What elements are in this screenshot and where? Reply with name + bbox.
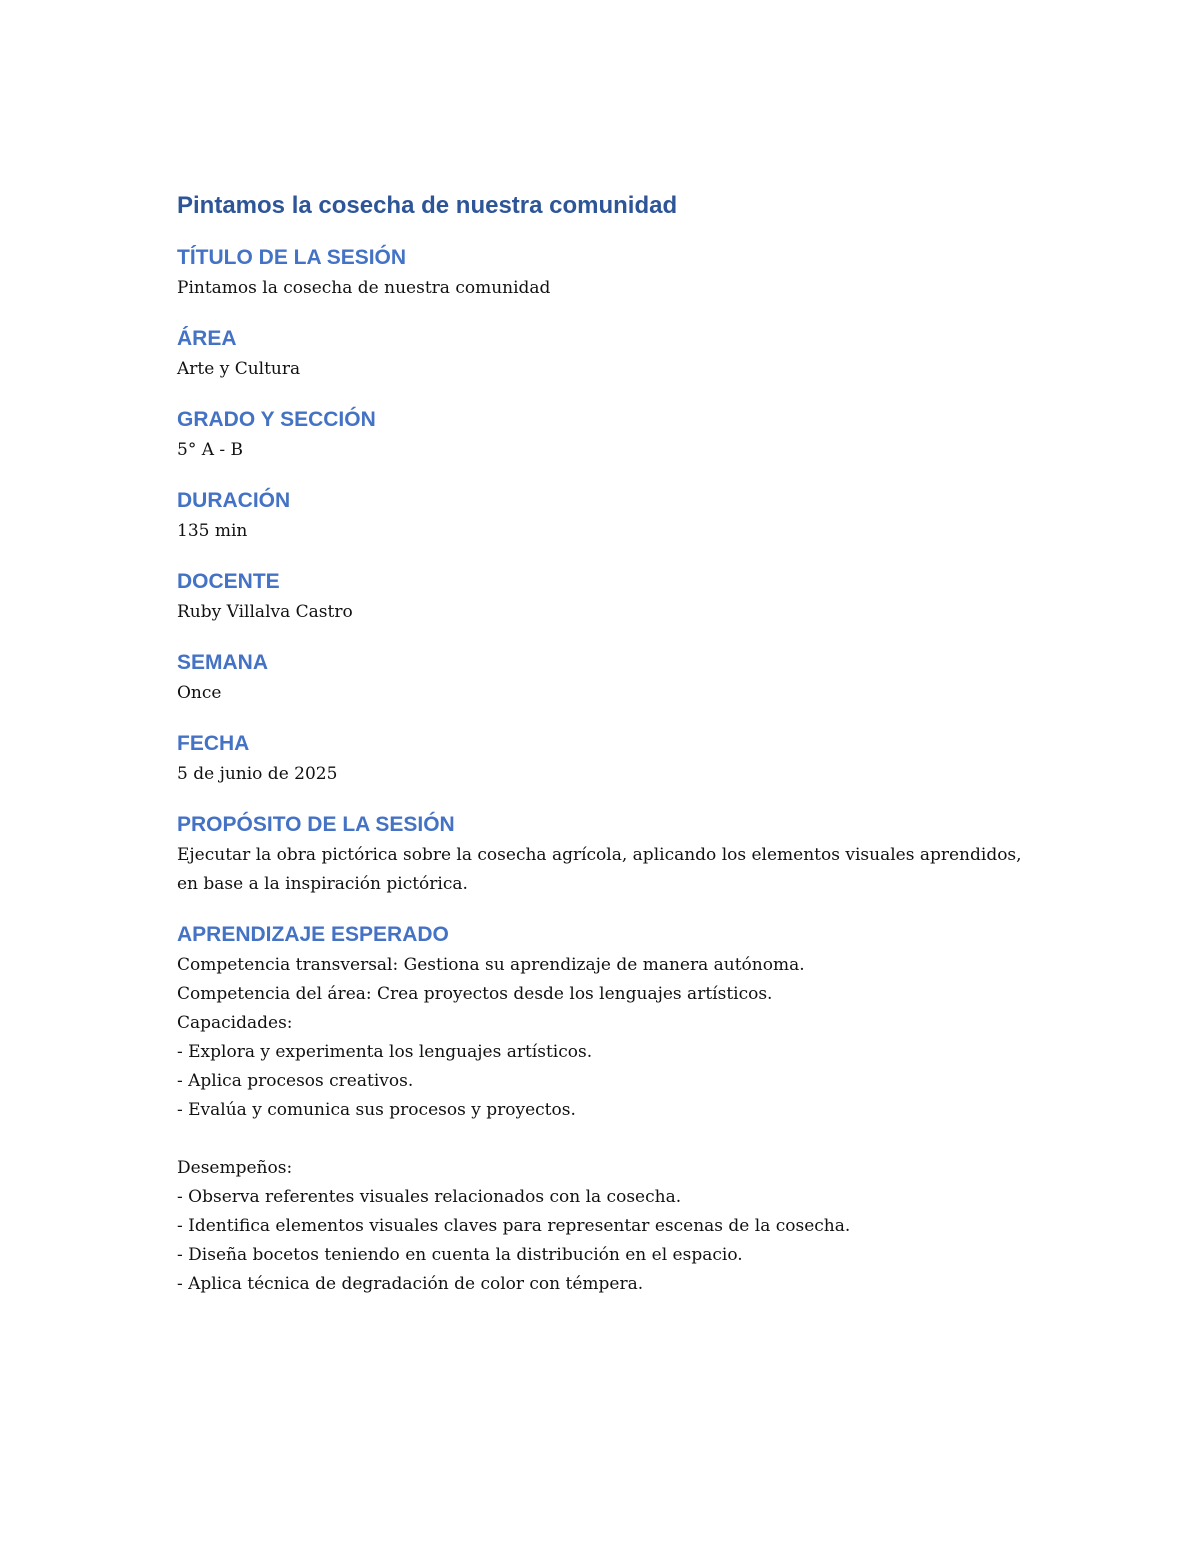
section-value: 5° A - B [177, 440, 244, 460]
section-proposito [177, 809, 1037, 899]
learning-line: Competencia transversal: Gestiona su aprendizaje de manera autónoma. [177, 955, 805, 975]
learning-line: - Aplica técnica de degradación de color con témpera. [177, 1274, 644, 1294]
section-duracion [177, 485, 1037, 546]
section-value: Ejecutar la obra pictórica sobre la cosecha agrícola, aplicando los elementos visuales aprendidos, en base a la inspiración pictórica. [177, 845, 1022, 894]
learning-line: - Explora y experimenta los lenguajes artísticos. [177, 1042, 593, 1062]
learning-line: Desempeños: [177, 1158, 293, 1178]
learning-line: - Diseña bocetos teniendo en cuenta la distribución en el espacio. [177, 1245, 743, 1265]
document-page [177, 188, 1037, 1299]
learning-lines [177, 951, 1037, 1299]
section-value: Arte y Cultura [177, 359, 301, 379]
section-heading: DOCENTE [177, 570, 280, 593]
learning-line: - Evalúa y comunica sus procesos y proyectos. [177, 1100, 576, 1120]
learning-line [177, 1125, 1037, 1154]
section-value: Ruby Villalva Castro [177, 602, 353, 622]
section-heading: SEMANA [177, 651, 269, 674]
learning-line: Competencia del área: Crea proyectos desde los lenguajes artísticos. [177, 984, 773, 1004]
section-heading: FECHA [177, 732, 250, 755]
section-value: Once [177, 683, 222, 703]
learning-line: - Aplica procesos creativos. [177, 1071, 414, 1091]
section-heading: ÁREA [177, 327, 237, 350]
section-heading: APRENDIZAJE ESPERADO [177, 923, 449, 946]
section-heading: TÍTULO DE LA SESIÓN [177, 246, 407, 269]
document-title: Pintamos la cosecha de nuestra comunidad [177, 192, 678, 219]
section-semana [177, 647, 1037, 708]
section-docente [177, 566, 1037, 627]
section-value: 5 de junio de 2025 [177, 764, 338, 784]
section-area [177, 323, 1037, 384]
section-heading: GRADO Y SECCIÓN [177, 408, 376, 431]
section-aprendizaje [177, 919, 1037, 1299]
learning-line: Capacidades: [177, 1013, 293, 1033]
section-heading: DURACIÓN [177, 489, 291, 512]
section-titulo [177, 242, 1037, 303]
learning-line: - Identifica elementos visuales claves para representar escenas de la cosecha. [177, 1216, 851, 1236]
section-grado [177, 404, 1037, 465]
learning-line: - Observa referentes visuales relacionados con la cosecha. [177, 1187, 682, 1207]
section-heading: PROPÓSITO DE LA SESIÓN [177, 813, 455, 836]
section-value: Pintamos la cosecha de nuestra comunidad [177, 278, 551, 298]
section-fecha [177, 728, 1037, 789]
section-value: 135 min [177, 521, 248, 541]
